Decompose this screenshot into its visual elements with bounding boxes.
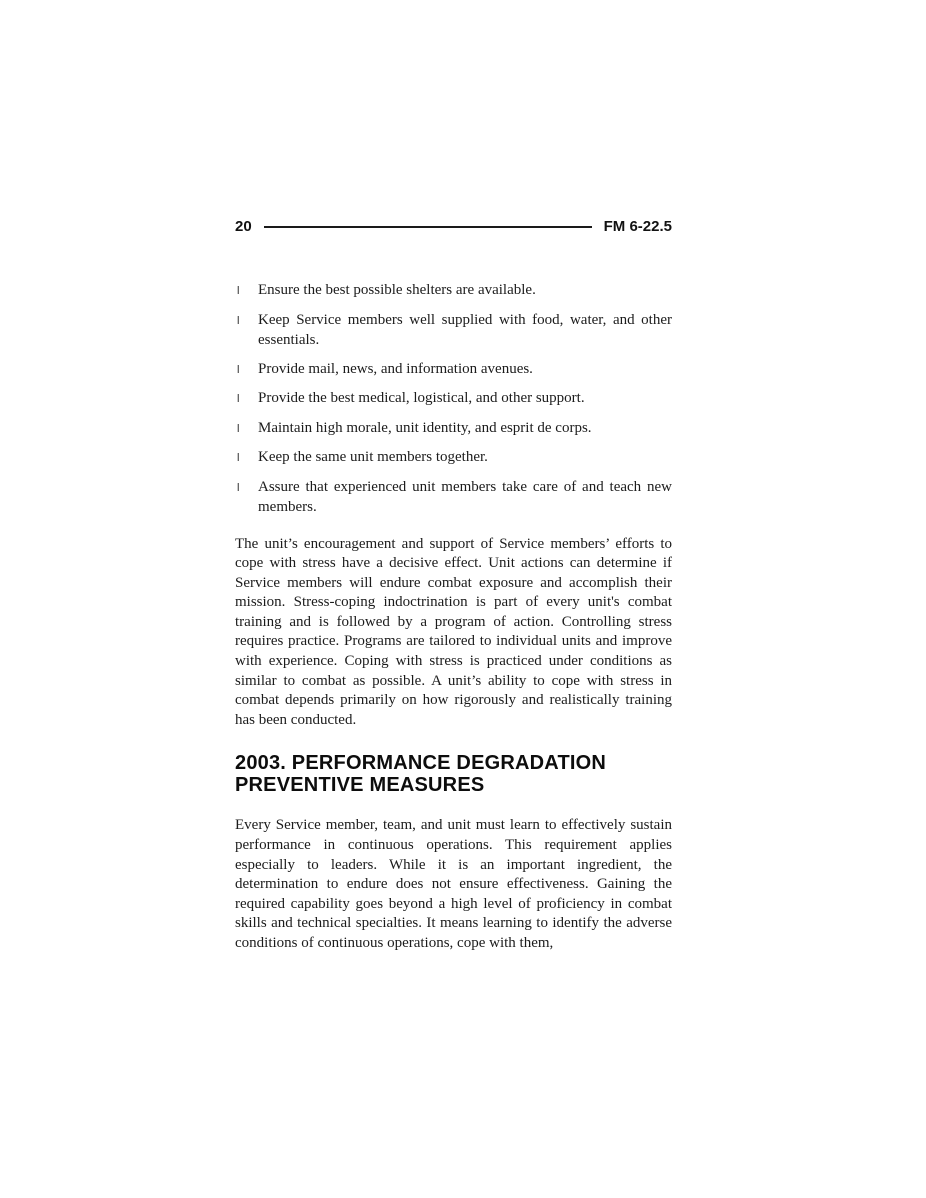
section-heading-line2: PREVENTIVE MEASURES [235, 774, 485, 797]
bullet-icon: l [237, 314, 240, 327]
list-item [235, 359, 672, 381]
list-item-text: Provide mail, news, and information avenues. [258, 360, 533, 377]
paragraph-performance-degradation: Every Service member, team, and unit must learn to effectively sustain performance in continuous operations. This requirement applies especially to leaders. While it is an important ingredient, the determination to endure does not ensure effectiveness. Gaining the required capability goes beyond a high level of proficiency in combat skills and technical specialties. It means learning to identify the adverse conditions of continuous operations, cope with them, [235, 817, 672, 951]
bullet-icon: l [237, 393, 240, 405]
content-column [235, 219, 672, 954]
bullet-list [235, 280, 672, 518]
bullet-icon: l [237, 452, 240, 464]
bullet-icon: l [237, 363, 240, 376]
paragraph-stress-coping: The unit’s encouragement and support of Service members’ efforts to cope with stress have a decisive effect. Unit actions can determine if Service members will endure combat exposure and accomplish their mission. Stress-coping indoctrination is part of every unit's combat training and is followed by a program of action. Controlling stress requires practice. Programs are tailored to individual units and improve with experience. Coping with stress is practiced under conditions as similar to combat as possible. A unit’s ability to cope with stress in combat depends primarily on how rigorously and realistically training has been conducted. [235, 535, 672, 728]
page-header [235, 219, 672, 234]
list-item-text: Keep Service members well supplied with food, water, and other essentials. [258, 311, 672, 348]
manual-code: FM 6-22.5 [603, 218, 672, 235]
section-heading-line1: 2003. PERFORMANCE DEGRADATION [235, 752, 607, 775]
list-item-text: Assure that experienced unit members take care of and teach new members. [258, 478, 672, 515]
bullet-icon: l [237, 285, 240, 297]
list-item [235, 280, 672, 302]
page-number: 20 [235, 218, 252, 235]
list-item [235, 418, 672, 440]
list-item-text: Maintain high morale, unit identity, and esprit de corps. [258, 419, 592, 436]
list-item-text: Provide the best medical, logistical, and other support. [258, 390, 585, 406]
list-item [235, 447, 672, 469]
list-item-text: Keep the same unit members together. [258, 449, 488, 465]
bullet-icon: l [237, 422, 240, 435]
section-heading [235, 752, 672, 796]
list-item [235, 477, 672, 518]
bullet-icon: l [237, 481, 240, 494]
list-item-text: Ensure the best possible shelters are available. [258, 282, 536, 298]
header-rule [264, 226, 592, 228]
list-item [235, 310, 672, 351]
list-item [235, 388, 672, 410]
